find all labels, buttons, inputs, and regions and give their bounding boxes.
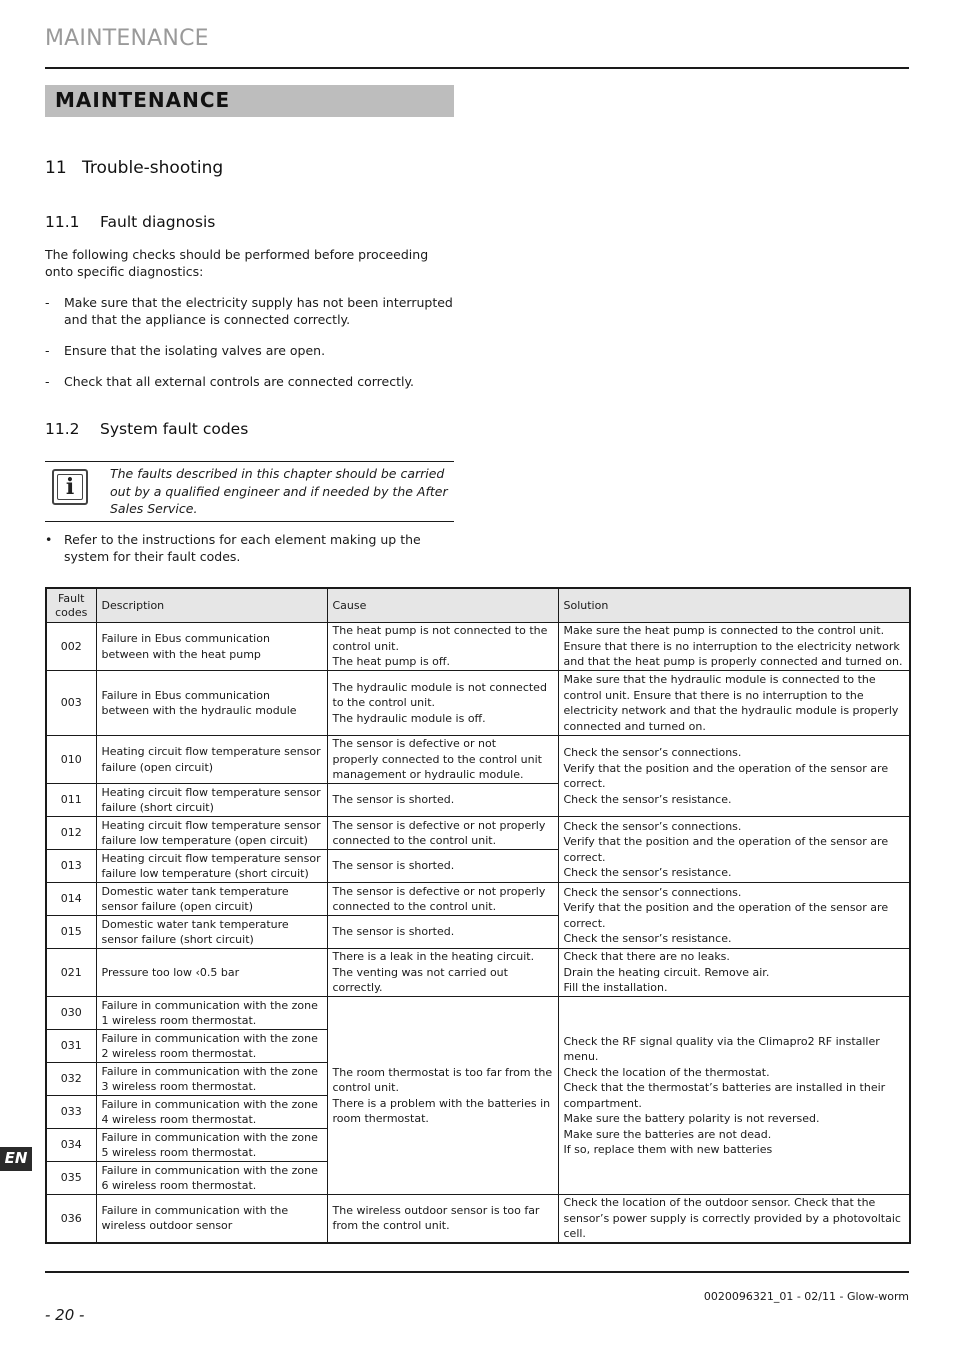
cause-cell	[327, 1195, 558, 1243]
cell-line: 4 wireless room thermostat.	[101, 1113, 257, 1126]
cell-line: Failure in communication with the zone	[101, 1130, 318, 1144]
description-cell	[96, 671, 327, 736]
header-line: codes	[55, 605, 88, 619]
language-label: EN	[4, 1149, 28, 1167]
cause-cell	[327, 916, 558, 949]
subsection-title: System fault codes	[100, 420, 249, 438]
cell-line: The hydraulic module is not connected	[332, 680, 547, 694]
cell-line: failure (short circuit)	[101, 801, 214, 814]
cell-line: Check the sensor’s resistance.	[563, 866, 732, 879]
check-line: and that the appliance is connected correctly.	[64, 312, 351, 327]
cell-line: management or hydraulic module.	[332, 768, 524, 782]
cell-line: correct.	[563, 777, 606, 790]
subsection-heading-fault-codes	[45, 420, 248, 438]
fault-code-cell: 011	[46, 784, 96, 817]
cell-line: Make sure that the hydraulic module is connected to the	[563, 673, 876, 686]
cell-line: Verify that the position and the operation of the sensor are	[563, 835, 889, 848]
dash-marker: -	[45, 295, 50, 310]
section-title: Trouble-shooting	[82, 158, 224, 178]
cell-line: Verify that the position and the operation of the sensor are	[563, 761, 889, 775]
cause-cell	[327, 817, 558, 850]
header-divider	[45, 67, 909, 69]
bullet-marker: •	[45, 532, 53, 547]
fault-code-cell: 010	[46, 736, 96, 784]
description-cell	[96, 883, 327, 916]
check-line: Make sure that the electricity supply has not been interrupted	[64, 295, 453, 310]
cell-line: The room thermostat is too far from the	[332, 1065, 553, 1079]
description-cell	[96, 1063, 327, 1096]
dash-marker: -	[45, 374, 50, 389]
subsection-number: 11.2	[45, 420, 80, 438]
running-header-title: MAINTENANCE	[45, 26, 209, 51]
cell-line: Failure in communication with the	[101, 1203, 289, 1217]
fault-code-cell: 002	[46, 623, 96, 671]
cell-line: cell.	[563, 1227, 586, 1240]
banner-title: MAINTENANCE	[55, 88, 231, 112]
cell-line: connected to the control unit.	[332, 900, 497, 913]
intro-line: onto specific diagnostics:	[45, 264, 204, 279]
column-header-code	[46, 588, 96, 623]
description-cell	[96, 1030, 327, 1063]
fault-code-cell: 035	[46, 1162, 96, 1195]
refer-line: Refer to the instructions for each element making up the	[64, 532, 421, 547]
fault-code-cell: 003	[46, 671, 96, 736]
cell-line: Check that the thermostat’s batteries are installed in their	[563, 1081, 886, 1094]
cell-line: Drain the heating circuit. Remove air.	[563, 965, 770, 979]
cell-line: There is a leak in the heating circuit.	[332, 950, 535, 964]
cell-line: There is a problem with the batteries in	[332, 1096, 551, 1110]
subsection-number: 11.1	[45, 213, 80, 231]
solution-cell	[558, 1195, 910, 1243]
cell-line: The hydraulic module is off.	[332, 711, 486, 725]
fault-code-cell: 013	[46, 850, 96, 883]
cell-line: Make sure the heat pump is connected to the control unit.	[563, 624, 885, 638]
cell-line: The sensor is defective or not properly	[332, 818, 546, 832]
cell-line: Check the sensor’s connections.	[563, 746, 742, 759]
cell-line: sensor failure (short circuit)	[101, 933, 254, 946]
cause-cell	[327, 883, 558, 916]
solution-cell	[558, 671, 910, 736]
cell-line: Check that there are no leaks.	[563, 950, 730, 964]
cell-line: The heat pump is not connected to the	[332, 624, 548, 638]
table-row	[46, 883, 910, 916]
cell-line: Check the sensor’s connections.	[563, 885, 742, 899]
cell-line: Verify that the position and the operation of the sensor are	[563, 901, 889, 914]
note-line: out by a qualified engineer and if needed by the After	[110, 483, 448, 499]
cell-line: wireless outdoor sensor	[101, 1219, 233, 1233]
note-text	[110, 465, 450, 518]
cause-cell	[327, 623, 558, 671]
cell-line: Check the sensor’s resistance.	[563, 932, 732, 945]
fault-code-cell: 031	[46, 1030, 96, 1063]
fault-code-cell: 036	[46, 1195, 96, 1243]
column-header-solution: Solution	[558, 588, 910, 623]
cell-line: properly connected to the control unit	[332, 752, 542, 766]
cell-line: Failure in communication with the zone	[101, 998, 318, 1012]
description-cell	[96, 850, 327, 883]
cell-line: room thermostat.	[332, 1112, 429, 1125]
cell-line: The sensor is shorted.	[332, 859, 455, 873]
cell-line: sensor failure (open circuit)	[101, 900, 253, 913]
note-line: Sales Service.	[110, 501, 198, 516]
header-line: Fault	[58, 591, 85, 605]
fault-code-cell: 034	[46, 1129, 96, 1162]
cell-line: Failure in communication with the zone	[101, 1031, 318, 1045]
cell-line: The sensor is shorted.	[332, 793, 455, 807]
check-item	[45, 342, 455, 359]
cell-line: sensor’s power supply is correctly provided by a photovoltaic	[563, 1211, 901, 1225]
cell-line: compartment.	[563, 1096, 642, 1110]
refer-text	[45, 531, 455, 565]
intro-paragraph	[45, 246, 455, 280]
cell-line: The sensor is shorted.	[332, 925, 455, 939]
cell-line: The wireless outdoor sensor is too far	[332, 1203, 540, 1217]
fault-code-cell: 021	[46, 949, 96, 997]
cell-line: Failure in Ebus communication	[101, 688, 270, 702]
check-text	[45, 294, 455, 328]
fault-code-cell: 030	[46, 997, 96, 1030]
table-row	[46, 817, 910, 850]
description-cell	[96, 784, 327, 817]
cell-line: 2 wireless room thermostat.	[101, 1047, 257, 1060]
cell-line: Ensure that there is no interruption to the electricity network	[563, 639, 900, 653]
cell-line: failure low temperature (short circuit)	[101, 867, 309, 880]
table-row	[46, 997, 910, 1030]
cell-line: Heating circuit flow temperature sensor	[101, 818, 321, 832]
solution-cell	[558, 883, 910, 949]
cell-line: correct.	[563, 916, 606, 930]
footer-divider	[45, 1271, 909, 1273]
cell-line: Check the RF signal quality via the Climapro2 RF installer	[563, 1034, 880, 1048]
refer-line: system for their fault codes.	[64, 549, 241, 564]
cell-line: to the control unit.	[332, 696, 436, 710]
cell-line: connected to the control unit.	[332, 834, 497, 847]
cell-line: between with the heat pump	[101, 647, 261, 661]
description-cell	[96, 1162, 327, 1195]
fault-code-cell: 015	[46, 916, 96, 949]
cause-cell	[327, 997, 558, 1195]
cause-cell	[327, 850, 558, 883]
cell-line: from the control unit.	[332, 1219, 450, 1233]
description-cell	[96, 1096, 327, 1129]
fault-code-cell: 032	[46, 1063, 96, 1096]
intro-line: The following checks should be performed before proceeding	[45, 247, 429, 262]
check-item	[45, 373, 455, 390]
cell-line: The sensor is defective or not	[332, 737, 497, 751]
table-row	[46, 623, 910, 671]
cell-line: between with the hydraulic module	[101, 704, 297, 717]
description-cell	[96, 817, 327, 850]
cell-line: correct.	[563, 850, 606, 864]
table-header-row	[46, 588, 910, 623]
description-cell	[96, 736, 327, 784]
cell-line: Make sure the batteries are not dead.	[563, 1127, 772, 1141]
column-header-cause: Cause	[327, 588, 558, 623]
cell-line: The heat pump is off.	[332, 655, 450, 669]
check-text: Check that all external controls are connected correctly.	[64, 374, 415, 389]
cell-line: The sensor is defective or not properly	[332, 884, 546, 898]
cell-line: control unit.	[332, 1081, 399, 1094]
refer-item	[45, 531, 455, 565]
cell-line: Heating circuit flow temperature sensor	[101, 745, 321, 758]
cell-line: electricity network and that the hydraulic module is properly	[563, 704, 899, 717]
description-cell	[96, 1129, 327, 1162]
cell-line: If so, replace them with new batteries	[563, 1143, 773, 1156]
cell-line: Check the sensor’s connections.	[563, 819, 742, 833]
page-number: - 20 -	[45, 1306, 85, 1324]
cell-line: Check the location of the outdoor sensor. Check that the	[563, 1196, 876, 1209]
cell-line: menu.	[563, 1050, 599, 1063]
cell-line: correctly.	[332, 981, 383, 995]
info-note	[45, 461, 454, 522]
cell-line: Heating circuit flow temperature sensor	[101, 851, 321, 865]
section-heading	[45, 158, 223, 178]
cell-line: Domestic water tank temperature	[101, 917, 289, 931]
section-banner	[45, 85, 454, 117]
table-row	[46, 671, 910, 736]
cell-line: 5 wireless room thermostat.	[101, 1146, 257, 1159]
table-row	[46, 949, 910, 997]
description-cell	[96, 997, 327, 1030]
solution-cell	[558, 997, 910, 1195]
cause-cell	[327, 784, 558, 817]
table-row	[46, 1195, 910, 1243]
cell-line: 3 wireless room thermostat.	[101, 1080, 257, 1093]
fault-code-cell: 012	[46, 817, 96, 850]
cause-cell	[327, 671, 558, 736]
cell-line: Check the location of the thermostat.	[563, 1065, 770, 1079]
fault-code-cell: 014	[46, 883, 96, 916]
cell-line: and that the heat pump is properly connected and turned on.	[563, 655, 903, 669]
cell-line: Heating circuit flow temperature sensor	[101, 785, 321, 799]
table-body	[46, 623, 910, 1243]
cell-line: Failure in Ebus communication	[101, 632, 270, 645]
cell-line: failure low temperature (open circuit)	[101, 834, 308, 847]
cell-line: control unit.	[332, 639, 399, 653]
solution-cell	[558, 623, 910, 671]
language-tab	[0, 1147, 32, 1171]
section-number: 11	[45, 158, 67, 178]
cause-cell	[327, 949, 558, 997]
cell-line: Pressure too low ‹0.5 bar	[101, 965, 240, 979]
fault-code-cell: 033	[46, 1096, 96, 1129]
check-text: Ensure that the isolating valves are open.	[64, 343, 326, 358]
cell-line: Failure in communication with the zone	[101, 1163, 318, 1177]
dash-marker: -	[45, 343, 50, 358]
description-cell	[96, 916, 327, 949]
cell-line: Domestic water tank temperature	[101, 884, 289, 898]
info-icon: i	[52, 469, 88, 505]
table-row	[46, 736, 910, 784]
note-line: The faults described in this chapter should be carried	[110, 466, 445, 481]
cell-line: Failure in communication with the zone	[101, 1097, 318, 1111]
cell-line: 6 wireless room thermostat.	[101, 1179, 257, 1192]
description-cell	[96, 623, 327, 671]
column-header-description: Description	[96, 588, 327, 623]
check-item	[45, 294, 455, 328]
solution-cell	[558, 949, 910, 997]
cell-line: Fill the installation.	[563, 981, 668, 995]
cause-cell	[327, 736, 558, 784]
cell-line: control unit. Ensure that there is no interruption to the	[563, 688, 864, 702]
description-cell	[96, 1195, 327, 1243]
fault-codes-table	[45, 587, 911, 1244]
cell-line: failure (open circuit)	[101, 760, 214, 774]
cell-line: Failure in communication with the zone	[101, 1064, 318, 1078]
subsection-heading-fault-diagnosis	[45, 213, 215, 231]
subsection-title: Fault diagnosis	[100, 213, 216, 231]
cell-line: connected and turned on.	[563, 719, 706, 733]
cell-line: The venting was not carried out	[332, 965, 508, 979]
solution-cell	[558, 817, 910, 883]
solution-cell	[558, 736, 910, 817]
document-reference: 0020096321_01 - 02/11 - Glow-worm	[703, 1290, 909, 1303]
cell-line: 1 wireless room thermostat.	[101, 1014, 257, 1027]
cell-line: Make sure the battery polarity is not reversed.	[563, 1112, 820, 1125]
cell-line: Check the sensor’s resistance.	[563, 792, 732, 806]
description-cell	[96, 949, 327, 997]
